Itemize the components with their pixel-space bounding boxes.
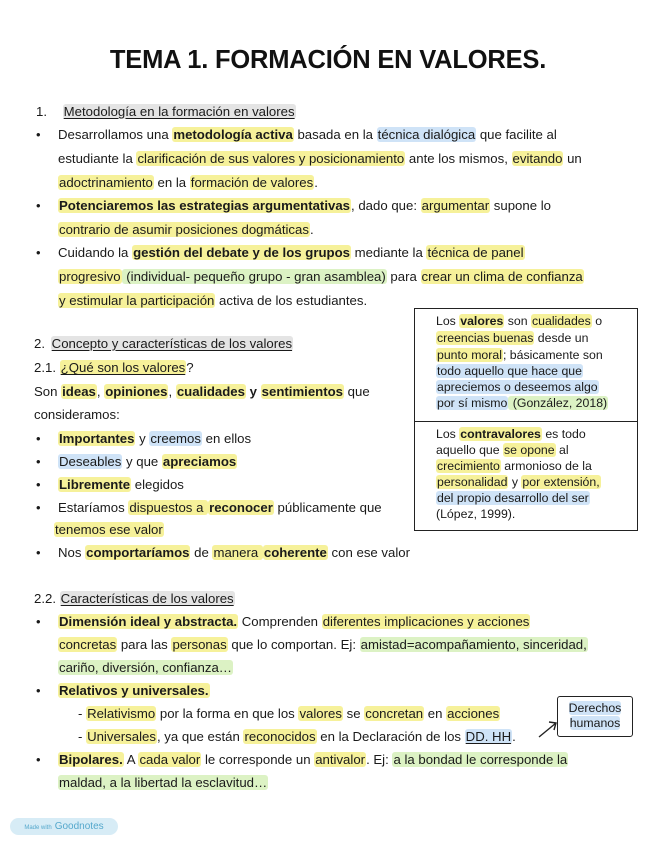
text-line: Potenciaremos las estrategias argumentativas, dado que: argumentar supone lo	[59, 198, 551, 213]
list-item: Importantes y creemos en ellos	[59, 431, 252, 446]
box-line: punto moral; básicamente son	[437, 348, 603, 362]
text-line: consideramos:	[34, 407, 120, 422]
text-line: Desarrollamos una metodología activa basada en la técnica dialógica que facilite al	[58, 127, 557, 142]
box-line: aquello que se opone al	[436, 443, 569, 457]
box-line: apreciemos o deseemos algo	[437, 380, 598, 394]
bullet: •	[36, 454, 41, 469]
text-line: - Universales, ya que están reconocidos en la Declaración de los DD. HH.	[78, 729, 516, 744]
text-line: progresivo (individual- pequeño grupo - gran asamblea) para crear un clima de confianza	[59, 269, 583, 284]
section-2-heading: 2. Concepto y características de los valores	[34, 336, 293, 351]
subsection-2-2-heading: 2.2. Características de los valores	[34, 591, 234, 606]
text-line: adoctrinamiento en la formación de valores.	[59, 175, 318, 190]
made-with-goodnotes-badge: Made with Goodnotes	[10, 818, 118, 835]
box-line: Los valores son cualidades o	[436, 314, 603, 328]
box-divider	[414, 421, 638, 422]
text-line: Bipolares. A cada valor le corresponde un antivalor. Ej: a la bondad le corresponde la	[59, 752, 568, 767]
bullet: •	[36, 545, 41, 560]
list-item: Deseables y que apreciamos	[59, 454, 237, 469]
bullet: •	[36, 245, 41, 260]
text-line: estudiante la clarificación de sus valores y posicionamiento ante los mismos, evitando un	[58, 151, 582, 166]
text-line: concretas para las personas que lo comportan. Ej: amistad=acompañamiento, sinceridad,	[59, 637, 587, 652]
text-line: Dimensión ideal y abstracta. Comprenden diferentes implicaciones y acciones	[59, 614, 530, 629]
text-line: tenemos ese valor	[55, 522, 163, 537]
page-title: TEMA 1. FORMACIÓN EN VALORES.	[109, 46, 547, 74]
text-line: Cuidando la gestión del debate y de los grupos mediante la técnica de panel	[58, 245, 524, 260]
text-line: cariño, diversión, confianza…	[59, 660, 232, 675]
box-line: del propio desarrollo del ser	[437, 491, 589, 505]
bullet: •	[36, 683, 41, 698]
bullet: •	[36, 431, 41, 446]
list-item: Estaríamos dispuestos a reconocer públicamente que	[58, 500, 382, 515]
box-line: Los contravalores es todo	[436, 427, 586, 441]
text-line: - Relativismo por la forma en que los valores se concretan en acciones	[78, 706, 500, 721]
box-line: personalidad y por extensión,	[437, 475, 600, 489]
text-line: y estimular la participación activa de los estudiantes.	[59, 293, 368, 308]
bullet: •	[36, 614, 41, 629]
text-line: Son ideas, opiniones, cualidades y sentimientos que	[34, 384, 370, 399]
bullet: •	[36, 127, 41, 142]
bullet: •	[36, 752, 41, 767]
list-item: Libremente elegidos	[59, 477, 184, 492]
box-line: crecimiento armonioso de la	[437, 459, 592, 473]
bullet: •	[36, 500, 41, 515]
list-item: Nos comportaríamos de manera coherente con ese valor	[58, 545, 410, 560]
box-line: todo aquello que hace que	[437, 364, 582, 378]
box-line: por sí mismo (González, 2018)	[437, 396, 608, 410]
human-rights-box: Derechos humanos	[557, 696, 633, 737]
section-1-heading: 1. Metodología en la formación en valores	[36, 104, 295, 119]
bullet: •	[36, 198, 41, 213]
box-line: (López, 1999).	[436, 507, 516, 521]
text-line: contrario de asumir posiciones dogmáticas.	[59, 222, 314, 237]
bullet: •	[36, 477, 41, 492]
subsection-2-1-heading: 2.1. ¿Qué son los valores?	[34, 360, 194, 375]
arrow-icon	[536, 718, 560, 740]
box-line: creencias buenas desde un	[437, 331, 589, 345]
text-line: Relativos y universales.	[59, 683, 209, 698]
text-line: maldad, a la libertad la esclavitud…	[59, 775, 268, 790]
